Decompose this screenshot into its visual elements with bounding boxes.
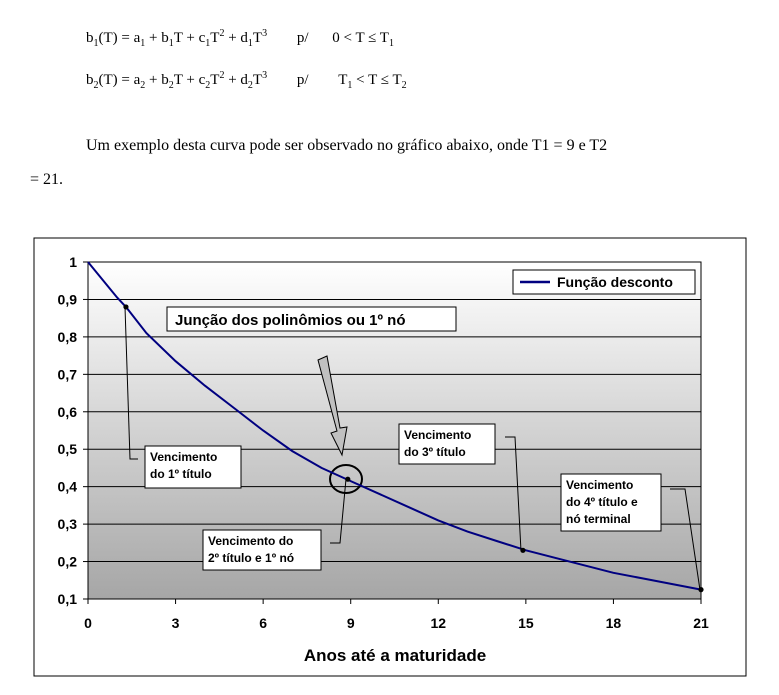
x-tick-label: 18 <box>605 615 622 631</box>
y-tick-label: 0,6 <box>57 403 77 420</box>
y-tick-label: 0,3 <box>57 516 77 533</box>
y-tick-label: 0,5 <box>57 441 77 458</box>
callout-venc2-line2: 2º título e 1º nó <box>208 551 295 565</box>
x-tick-label: 3 <box>171 615 180 631</box>
paragraph-line-2: = 21. <box>30 171 64 188</box>
legend <box>513 270 695 294</box>
equation-b1: $b_1(T) = a_1 + b_1T + c_1T^2 + d_1T^3$ p/ $0 < T \le T_1$ <box>86 28 394 49</box>
callout-venc1 <box>145 446 241 488</box>
callout-venc3-line1: Vencimento <box>404 428 472 442</box>
y-tick-label: 1 <box>69 254 77 270</box>
x-tick-label: 15 <box>518 615 534 631</box>
paragraph-line-1: Um exemplo desta curva pode ser observado no gráfico abaixo, onde T1 = 9 e T2 <box>86 137 608 154</box>
callout-venc4-line3: nó terminal <box>566 512 631 526</box>
callout-venc2-line1: Vencimento do <box>208 534 294 548</box>
x-tick-label: 6 <box>259 615 268 631</box>
y-tick-label: 0,9 <box>57 291 77 308</box>
x-tick-label: 9 <box>346 615 355 631</box>
data-point <box>123 304 128 309</box>
x-axis-label: Anos até a maturidade <box>303 646 487 665</box>
callout-venc1-line2: do 1º título <box>150 467 212 481</box>
callout-venc4 <box>561 474 661 531</box>
junction-title: Junção dos polinômios ou 1º nó <box>175 312 406 329</box>
y-tick-label: 0,1 <box>57 591 77 607</box>
equation-b2: $b_2(T) = a_2 + b_2T + c_2T^2 + d_2T^3$ p/ $T_1 < T \le T_2$ <box>86 70 407 91</box>
legend-label: Função desconto <box>557 274 673 290</box>
y-tick-label: 0,2 <box>57 553 77 570</box>
y-tick-label: 0,4 <box>57 478 77 495</box>
y-tick-label: 0,7 <box>57 366 77 383</box>
callout-venc3-line2: do 3º título <box>404 445 466 459</box>
y-tick-label: 0,8 <box>57 328 77 345</box>
x-tick-label: 12 <box>430 615 447 631</box>
callout-venc3 <box>399 424 495 464</box>
x-tick-label: 0 <box>84 615 92 631</box>
callout-venc4-line1: Vencimento <box>566 478 634 492</box>
callout-venc1-line1: Vencimento <box>150 450 218 464</box>
x-tick-label: 21 <box>693 615 709 631</box>
callout-venc2 <box>203 530 321 570</box>
callout-venc4-line2: do 4º título e <box>566 495 638 509</box>
